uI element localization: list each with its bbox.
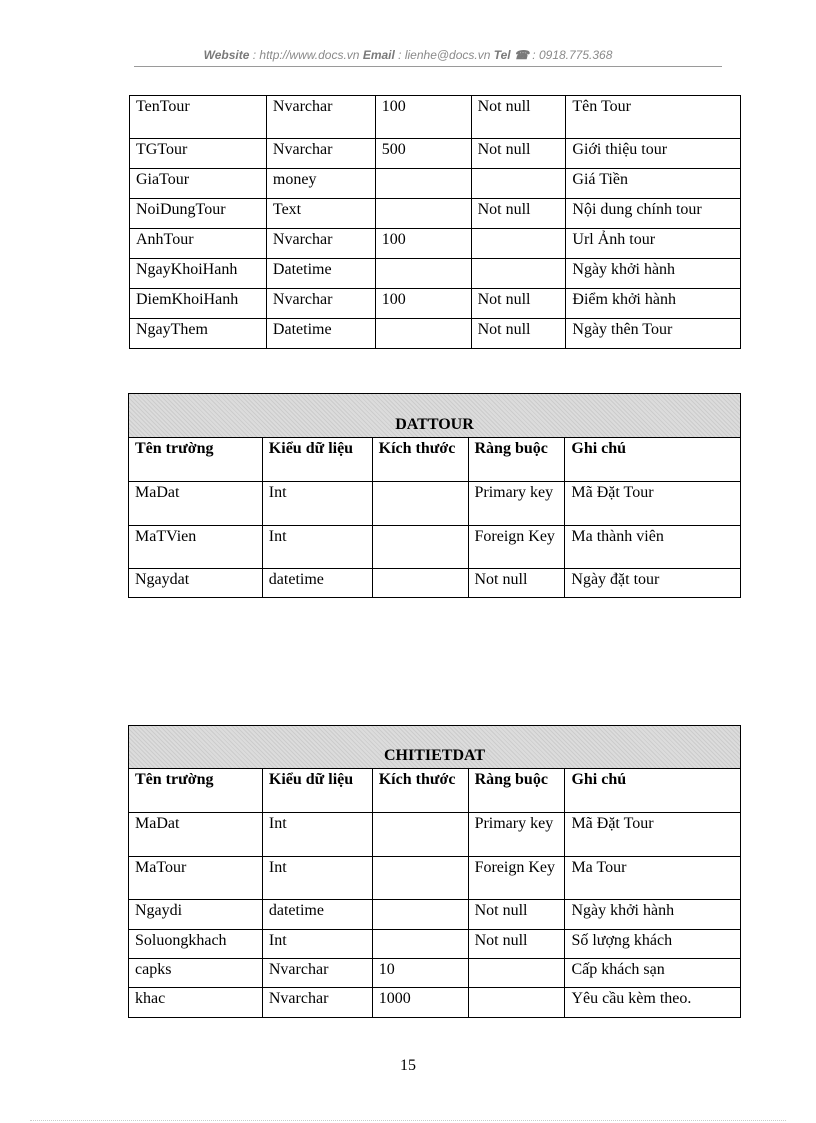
table-cell: DiemKhoiHanh	[130, 289, 267, 319]
table-cell: Not null	[471, 289, 566, 319]
table-cell: Ma thành viên	[565, 526, 741, 569]
table-cell: Soluongkhach	[129, 930, 263, 959]
table-cell: Not null	[468, 900, 565, 930]
website-label: Website	[203, 48, 250, 62]
table-cell: NoiDungTour	[130, 199, 267, 229]
table-cell: Tên Tour	[566, 96, 741, 139]
table-cell: Url Ảnh tour	[566, 229, 741, 259]
table-cell: Nvarchar	[266, 139, 375, 169]
table-cell	[468, 988, 565, 1018]
table-row	[130, 139, 741, 169]
table-cell: Int	[262, 813, 372, 857]
column-header: Ràng buộc	[468, 769, 565, 813]
table-cell: 100	[375, 289, 471, 319]
table-row	[130, 169, 741, 199]
table-cell	[372, 569, 468, 598]
table-cell: NgayKhoiHanh	[130, 259, 267, 289]
table-cell: Int	[262, 930, 372, 959]
column-header: Kích thước	[372, 769, 468, 813]
table-cell	[375, 199, 471, 229]
table-row	[130, 199, 741, 229]
table-cell: datetime	[262, 900, 372, 930]
table-cell: Foreign Key	[468, 526, 565, 569]
table-cell	[375, 259, 471, 289]
table-cell: Nvarchar	[266, 229, 375, 259]
table-cell	[372, 900, 468, 930]
table-cell: money	[266, 169, 375, 199]
table-cell: Primary key	[468, 813, 565, 857]
table-cell: AnhTour	[130, 229, 267, 259]
table-row	[130, 259, 741, 289]
table-cell: MaDat	[129, 482, 263, 526]
column-header: Kiểu dữ liệu	[262, 769, 372, 813]
table-cell	[372, 930, 468, 959]
table-header-row	[129, 438, 741, 482]
page-header	[0, 48, 816, 62]
table-cell: Ngày thên Tour	[566, 319, 741, 349]
table-cell: Not null	[471, 96, 566, 139]
table-cell: Foreign Key	[468, 857, 565, 900]
table-cell: 500	[375, 139, 471, 169]
table-cell	[375, 319, 471, 349]
table-cell	[468, 959, 565, 988]
table-row	[129, 930, 741, 959]
table-row	[130, 229, 741, 259]
table-cell	[372, 526, 468, 569]
column-header: Ràng buộc	[468, 438, 565, 482]
table-header-row	[129, 769, 741, 813]
table-cell: Int	[262, 482, 372, 526]
website-value: : http://www.docs.vn	[252, 48, 360, 62]
table-cell: MaTour	[129, 857, 263, 900]
table-cell: datetime	[262, 569, 372, 598]
column-header: Ghi chú	[565, 769, 741, 813]
table-cell	[471, 229, 566, 259]
column-header: Tên trường	[129, 769, 263, 813]
table-cell: 1000	[372, 988, 468, 1018]
table-cell: Ngày khởi hành	[565, 900, 741, 930]
table-cell: Nvarchar	[262, 959, 372, 988]
table-title: DATTOUR	[129, 394, 741, 438]
table-cell: Text	[266, 199, 375, 229]
table-cell: GiaTour	[130, 169, 267, 199]
table-cell	[471, 259, 566, 289]
table-title: CHITIETDAT	[129, 726, 741, 769]
table-title-row	[129, 394, 741, 438]
table-cell: Not null	[468, 569, 565, 598]
table-cell: Nội dung chính tour	[566, 199, 741, 229]
table-cell: Mã Đặt Tour	[565, 482, 741, 526]
table-row	[130, 319, 741, 349]
email-label: Email	[362, 48, 395, 62]
table-cell: Cấp khách sạn	[565, 959, 741, 988]
table-row	[129, 988, 741, 1018]
table-row	[129, 526, 741, 569]
column-header: Kiểu dữ liệu	[262, 438, 372, 482]
table-cell: Nvarchar	[262, 988, 372, 1018]
table-cell: Ngaydat	[129, 569, 263, 598]
table-cell: 100	[375, 96, 471, 139]
table-cell: Ngaydi	[129, 900, 263, 930]
column-header: Ghi chú	[565, 438, 741, 482]
table-cell	[471, 169, 566, 199]
table-row	[129, 813, 741, 857]
table-row	[130, 96, 741, 139]
table-row	[130, 289, 741, 319]
table-row	[129, 959, 741, 988]
table-cell	[372, 857, 468, 900]
table-cell: Nvarchar	[266, 289, 375, 319]
tel-label: Tel	[493, 48, 511, 62]
table-cell: MaTVien	[129, 526, 263, 569]
table-cell: Not null	[471, 139, 566, 169]
table-cell: khac	[129, 988, 263, 1018]
table-cell: TenTour	[130, 96, 267, 139]
tel-value: : 0918.775.368	[532, 48, 613, 62]
phone-icon: ☎	[514, 48, 529, 62]
dattour-table	[128, 393, 741, 598]
email-value: : lienhe@docs.vn	[398, 48, 491, 62]
table-cell: Not null	[468, 930, 565, 959]
table-cell: Giới thiệu tour	[566, 139, 741, 169]
page-number: 15	[400, 1057, 416, 1074]
table-cell: Not null	[471, 319, 566, 349]
table-cell: NgayThem	[130, 319, 267, 349]
chitietdat-table	[128, 725, 741, 1018]
table-cell: Datetime	[266, 259, 375, 289]
tour-fields-table	[129, 95, 741, 349]
table-cell: 100	[375, 229, 471, 259]
table-cell: TGTour	[130, 139, 267, 169]
table-cell: capks	[129, 959, 263, 988]
table-cell: Int	[262, 526, 372, 569]
table-cell: Mã Đặt Tour	[565, 813, 741, 857]
table-cell: Int	[262, 857, 372, 900]
table-cell	[375, 169, 471, 199]
table-cell	[372, 482, 468, 526]
table-cell: Datetime	[266, 319, 375, 349]
table-cell: 10	[372, 959, 468, 988]
table-cell: Giá Tiền	[566, 169, 741, 199]
column-header: Tên trường	[129, 438, 263, 482]
table-cell: Nvarchar	[266, 96, 375, 139]
column-header: Kích thước	[372, 438, 468, 482]
table-row	[129, 569, 741, 598]
table-cell: Yêu cầu kèm theo.	[565, 988, 741, 1018]
table-row	[129, 857, 741, 900]
table-row	[129, 900, 741, 930]
footer-dotted-rule	[30, 1120, 786, 1121]
table-cell: Điểm khởi hành	[566, 289, 741, 319]
table-title-row	[129, 726, 741, 769]
table-cell: MaDat	[129, 813, 263, 857]
table-cell: Not null	[471, 199, 566, 229]
table-cell: Ma Tour	[565, 857, 741, 900]
table-cell: Ngày đặt tour	[565, 569, 741, 598]
header-divider	[134, 66, 722, 67]
table-cell: Số lượng khách	[565, 930, 741, 959]
table-row	[129, 482, 741, 526]
table-cell: Ngày khởi hành	[566, 259, 741, 289]
table-cell: Primary key	[468, 482, 565, 526]
table-cell	[372, 813, 468, 857]
